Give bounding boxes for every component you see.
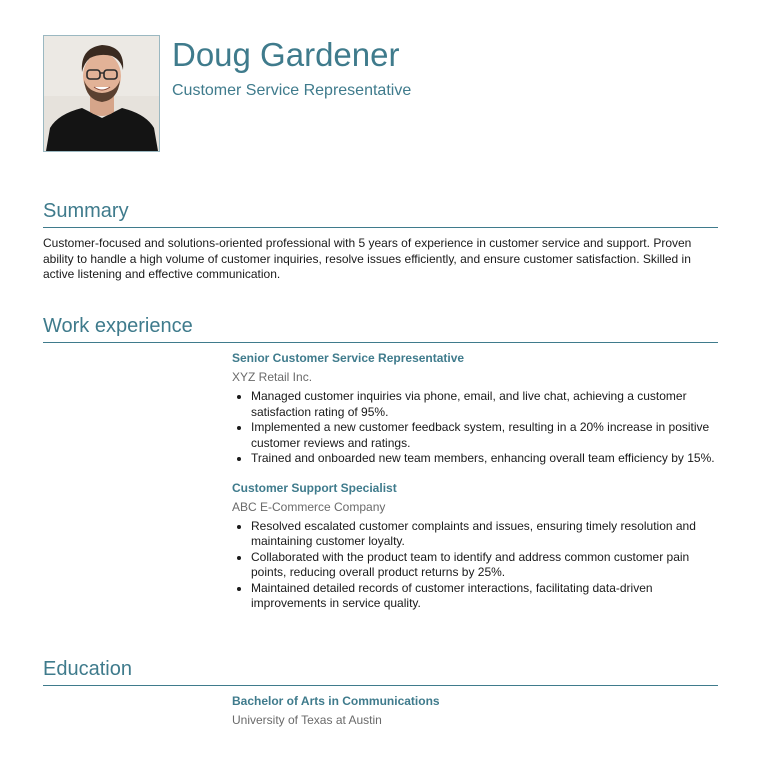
education-heading: Education [43, 656, 718, 686]
job-title: Customer Support Specialist [232, 480, 397, 495]
profile-photo [43, 35, 160, 152]
job-bullet: • Collaborated with the product team to identify and address common customer pain points, reducing overall product returns by 25%. [251, 550, 718, 581]
work-entries [232, 351, 718, 612]
job-company: ABC E-Commerce Company [232, 499, 386, 514]
candidate-title: Customer Service Representative [172, 82, 412, 99]
job-bullet: • Maintained detailed records of customer interactions, facilitating data-driven improvements in service quality. [251, 581, 718, 612]
degree-title: Bachelor of Arts in Communications [232, 694, 440, 708]
school-name: University of Texas at Austin [232, 713, 382, 727]
job-bullet: • Implemented a new customer feedback system, resulting in a 20% increase in positive customer reviews and ratings. [251, 420, 718, 451]
job-company: XYZ Retail Inc. [232, 370, 313, 384]
job-entry [232, 481, 718, 612]
job-title: Senior Customer Service Representative [232, 351, 465, 365]
job-bullet: • Managed customer inquiries via phone, email, and live chat, achieving a customer satisfaction rating of 95%. [251, 389, 718, 420]
candidate-name: Doug Gardener [172, 36, 400, 73]
summary-text: Customer-focused and solutions-oriented professional with 5 years of experience in customer service and support. Proven ability to handle a high volume of customer inquiries, resolve issues efficiently, and ensure customer satisfaction. Skilled in active listening and effective communication. [43, 236, 692, 281]
job-bullets [232, 389, 718, 467]
job-entry [232, 351, 718, 467]
job-bullet: • Resolved escalated customer complaints and issues, ensuring timely resolution and maintaining customer loyalty. [251, 519, 718, 550]
job-bullet: • Trained and onboarded new team members, enhancing overall team efficiency by 15%. [251, 451, 718, 467]
job-bullets [232, 519, 718, 612]
person-photo-icon [44, 36, 159, 151]
resume-page [43, 35, 718, 727]
education-entries [232, 694, 718, 728]
summary-section [43, 198, 718, 283]
resume-header [43, 35, 718, 153]
summary-heading: Summary [43, 198, 718, 228]
education-section [43, 656, 718, 728]
work-experience-section [43, 313, 718, 612]
work-experience-heading: Work experience [43, 313, 718, 343]
education-entry [232, 694, 718, 728]
